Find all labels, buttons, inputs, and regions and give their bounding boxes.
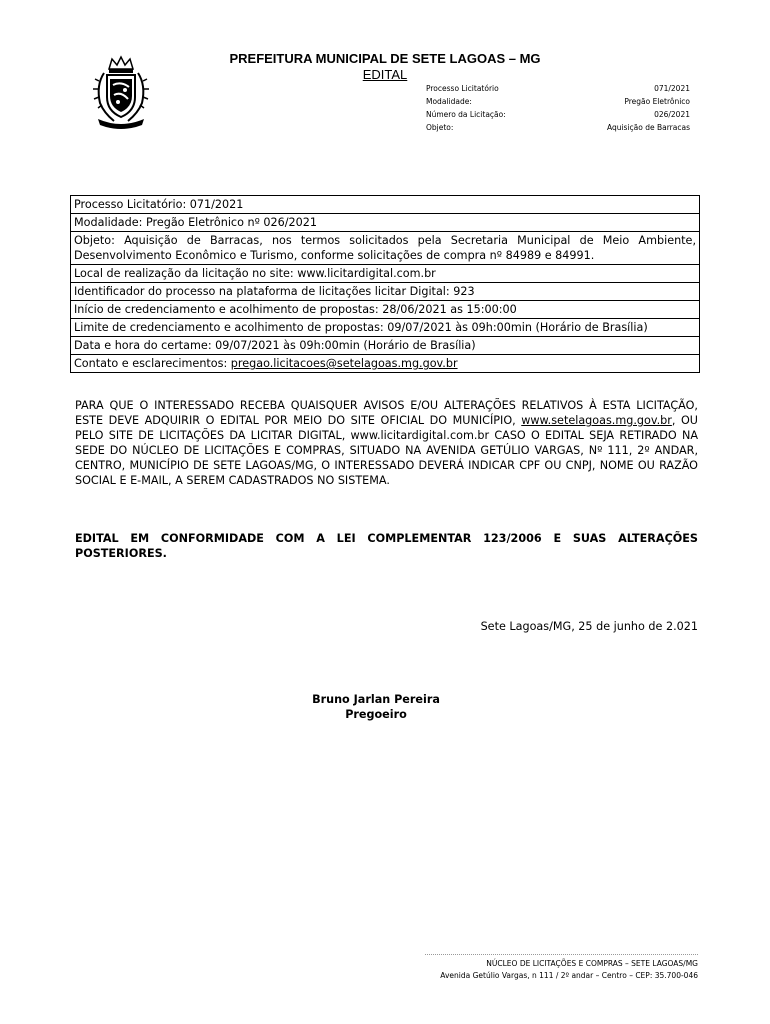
meta-value: 026/2021 xyxy=(654,110,690,119)
table-row xyxy=(71,196,700,214)
place-date: Sete Lagoas/MG, 25 de junho de 2.021 xyxy=(480,620,698,633)
footer xyxy=(400,958,698,982)
table-row xyxy=(71,265,700,283)
meta-row xyxy=(426,82,690,95)
footer-line-2: Avenida Getúlio Vargas, n 111 / 2º andar – Centro – CEP: 35.700-046 xyxy=(440,971,698,980)
meta-label: Número da Licitação: xyxy=(426,110,506,119)
table-cell: Processo Licitatório: 071/2021 xyxy=(71,196,700,214)
footer-line-1: NÚCLEO DE LICITAÇÕES E COMPRAS – SETE LAGOAS/MG xyxy=(486,959,698,968)
table-cell: Data e hora do certame: 09/07/2021 às 09h:00min (Horário de Brasília) xyxy=(71,337,700,355)
table-cell: Identificador do processo na plataforma de licitações licitar Digital: 923 xyxy=(71,283,700,301)
meta-row xyxy=(426,121,690,134)
compliance-statement: EDITAL EM CONFORMIDADE COM A LEI COMPLEMENTAR 123/2006 E SUAS ALTERAÇÕES POSTERIORES. xyxy=(75,532,698,560)
info-table xyxy=(70,195,700,373)
table-row xyxy=(71,355,700,373)
table-cell: Local de realização da licitação no site: www.licitardigital.com.br xyxy=(71,265,700,283)
footer-divider xyxy=(425,954,698,955)
signature-block xyxy=(0,692,752,722)
meta-label: Processo Licitatório xyxy=(426,84,499,93)
process-meta xyxy=(426,82,690,134)
table-row xyxy=(71,319,700,337)
table-cell: Limite de credenciamento e acolhimento de propostas: 09/07/2021 às 09h:00min (Horário de Brasília) xyxy=(71,319,700,337)
table-row xyxy=(71,214,700,232)
contact-email-link[interactable]: pregao.licitacoes@setelagoas.mg.gov.br xyxy=(230,357,458,370)
meta-value: Pregão Eletrônico xyxy=(624,97,690,106)
contact-cell xyxy=(71,355,700,373)
page-subtitle: EDITAL xyxy=(362,67,408,82)
meta-value: Aquisição de Barracas xyxy=(606,123,690,132)
table-row xyxy=(71,232,700,265)
page-title: PREFEITURA MUNICIPAL DE SETE LAGOAS – MG xyxy=(229,51,541,66)
meta-label: Objeto: xyxy=(426,123,454,132)
table-cell: Objeto: Aquisição de Barracas, nos termos solicitados pela Secretaria Municipal de Meio Ambiente, Desenvolvimento Econômico e Turismo, conforme solicitações de compra nº 84989 e 84991. xyxy=(71,232,700,265)
meta-row xyxy=(426,108,690,121)
table-row xyxy=(71,283,700,301)
notice-paragraph xyxy=(75,398,698,488)
contact-label: Contato e esclarecimentos: xyxy=(74,357,231,370)
table-cell: Início de credenciamento e acolhimento de propostas: 28/06/2021 as 15:00:00 xyxy=(71,301,700,319)
table-row xyxy=(71,301,700,319)
signer-name: Bruno Jarlan Pereira xyxy=(312,693,440,706)
signer-role: Pregoeiro xyxy=(345,708,407,721)
meta-value: 071/2021 xyxy=(654,84,690,93)
table-cell: Modalidade: Pregão Eletrônico nº 026/2021 xyxy=(71,214,700,232)
notice-text: PARA QUE O INTERESSADO RECEBA QUAISQUER AVISOS E/OU ALTERAÇÕES RELATIVOS À ESTA LICITAÇÃO, ESTE DEVE ADQUIRIR O EDITAL POR MEIO DO SITE OFICIAL DO MUNICÍPIO, xyxy=(75,399,698,427)
municipal-site-link[interactable]: www.setelagoas.mg.gov.br xyxy=(521,414,672,427)
table-row xyxy=(71,337,700,355)
meta-row xyxy=(426,95,690,108)
notice-text: , OU PELO SITE DE LICITAÇÕES DA LICITAR DIGITAL, www.licitardigital.com.br CASO O EDITAL SEJA RETIRADO NA SEDE DO NÚCLEO DE LICITAÇÕES E COMPRAS, SITUADO NA AVENIDA GETÚLIO VARGAS, Nº 111, 2º ANDAR, CENTRO, MUNICÍPIO DE SETE LAGOAS/MG, O INTERESSADO DEVERÁ INDICAR CPF OU CNPJ, NOME OU RAZÃO SOCIAL E E-MAIL, A SEREM CADASTRADOS NO SISTEMA. xyxy=(75,414,698,487)
meta-label: Modalidade: xyxy=(426,97,472,106)
